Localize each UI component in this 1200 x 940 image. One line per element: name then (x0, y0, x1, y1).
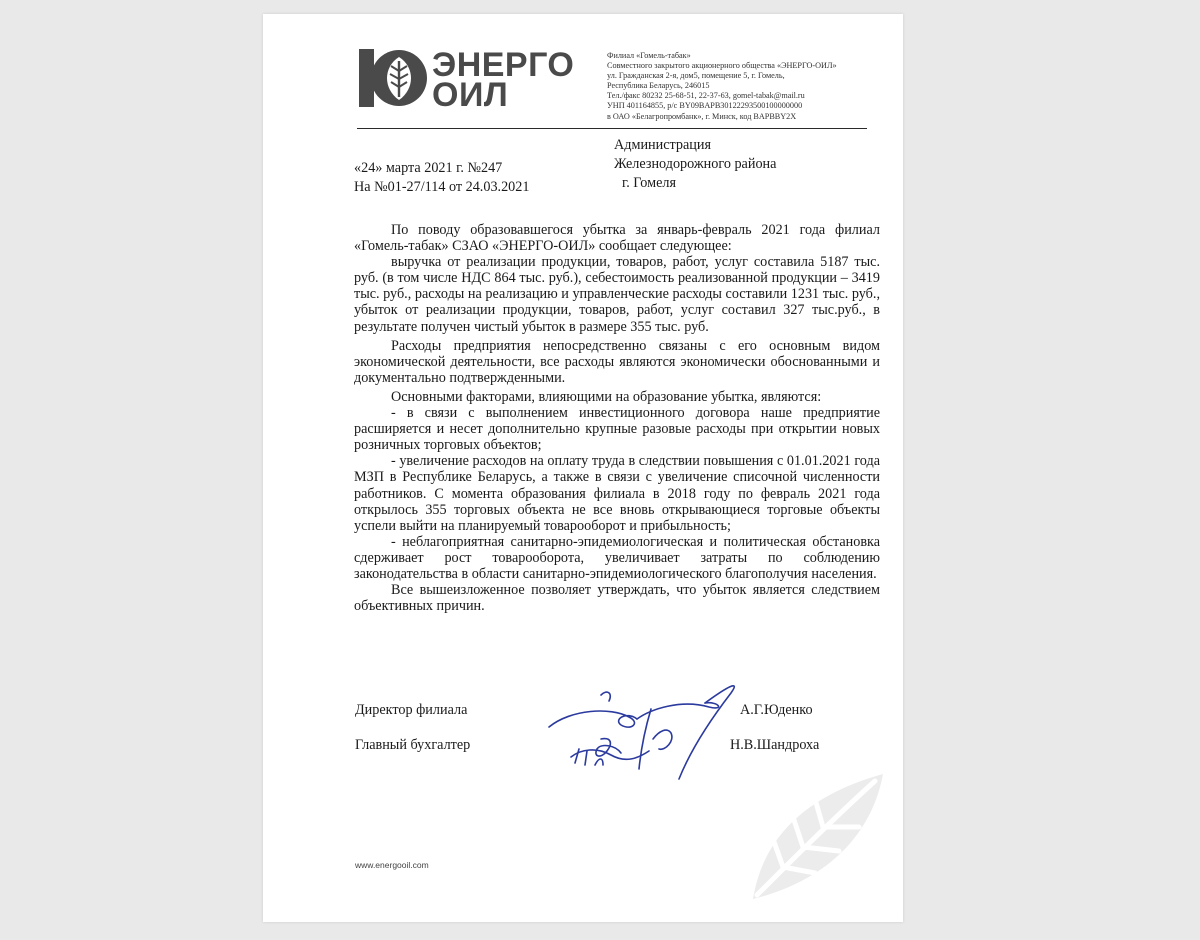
body-paragraph: - увеличение расходов на оплату труда в следствии повышения с 01.01.2021 года МЗП в Республике Беларусь, а также в связи с увеличение списочной численности работников. С момента образования филиала в 2018 году по февраль 2021 года открылось 355 торговых объекта не все вновь открывающиеся торговые объекты успели выйти на планируемый товарооборот и прибыльность; (354, 453, 880, 534)
requisites-line: ул. Гражданская 2-я, дом5, помещение 5, г. Гомель, (607, 71, 785, 81)
logo-wordmark-line2: ОИЛ (432, 76, 509, 114)
addressee-line: Железнодорожного района (614, 156, 777, 172)
signatory-name-director: А.Г.Юденко (740, 702, 813, 718)
signatory-title-accountant: Главный бухгалтер (355, 737, 471, 753)
leaf-watermark-icon (743, 769, 888, 904)
addressee-line: Администрация (614, 137, 711, 153)
requisites-line: Тел./факс 80232 25-68-51, 22-37-63, gomel-tabak@mail.ru (607, 91, 805, 101)
body-paragraph: выручка от реализации продукции, товаров, работ, услуг составила 5187 тыс. руб. (в том числе НДС 864 тыс. руб.), себестоимость реализованной продукции – 3419 тыс. руб., расходы на реализацию и управленческие расходы составили 1231 тыс. руб., убыток от реализации продукции, товаров, работ, услуг составил 327 тыс.руб., в результате получен чистый убыток в размере 355 тыс. руб. (354, 254, 880, 335)
letter-date-block (354, 159, 529, 197)
addressee-block (614, 136, 776, 193)
body-paragraph: Все вышеизложенное позволяет утверждать, что убыток является следствием объективных причин. (354, 582, 880, 615)
body-paragraph: Расходы предприятия непосредственно связаны с его основным видом экономической деятельности, все расходы являются экономически обоснованными и документально подтвержденными. (354, 337, 880, 386)
requisites-line: в ОАО «Белагропромбанк», г. Минск, код BAPBBY2X (607, 111, 797, 121)
letter-body (354, 222, 880, 614)
addressee-line: г. Гомеля (622, 175, 676, 191)
body-paragraph: Основными факторами, влияющими на образование убытка, являются: (391, 388, 822, 405)
requisites-line: Филиал «Гомель-табак» (607, 51, 691, 60)
signatory-title-director: Директор филиала (355, 702, 468, 718)
energo-oil-logo-icon (359, 49, 427, 107)
signatory-name-accountant: Н.В.Шандроха (730, 737, 820, 753)
requisites-line: Совместного закрытого акционерного общества «ЭНЕРГО-ОИЛ» (607, 61, 837, 71)
body-paragraph: По поводу образовавшегося убытка за январь-февраль 2021 года филиал «Гомель-табак» СЗАО «ЭНЕРГО-ОИЛ» сообщает следующее: (354, 222, 880, 255)
handwritten-signature (541, 679, 741, 791)
letter-date: «24» марта 2021 г. №247 (354, 160, 503, 176)
header-divider (357, 128, 867, 129)
body-paragraph: - неблагоприятная санитарно-эпидемиологическая и политическая обстановка сдерживает рост товарооборота, увеличивает затраты по соблюдению законодательства в области санитарно-эпидемиологического благополучия населения. (354, 533, 880, 582)
letter-sheet (263, 14, 903, 922)
requisites-line: УНП 401164855, р/с BY09BAPB30122293500100000000 (607, 101, 803, 111)
company-requisites (607, 51, 857, 122)
logo-wordmark-line1: ЭНЕРГО (432, 46, 575, 84)
company-website: www.energooil.com (355, 860, 429, 870)
body-paragraph: - в связи с выполнением инвестиционного договора наше предприятие расширяется и несет дополнительно крупные разовые расходы при открытии новых розничных торговых объектов; (354, 405, 880, 454)
requisites-line: Республика Беларусь, 246015 (607, 81, 710, 91)
letter-reference: На №01-27/114 от 24.03.2021 (354, 179, 530, 195)
